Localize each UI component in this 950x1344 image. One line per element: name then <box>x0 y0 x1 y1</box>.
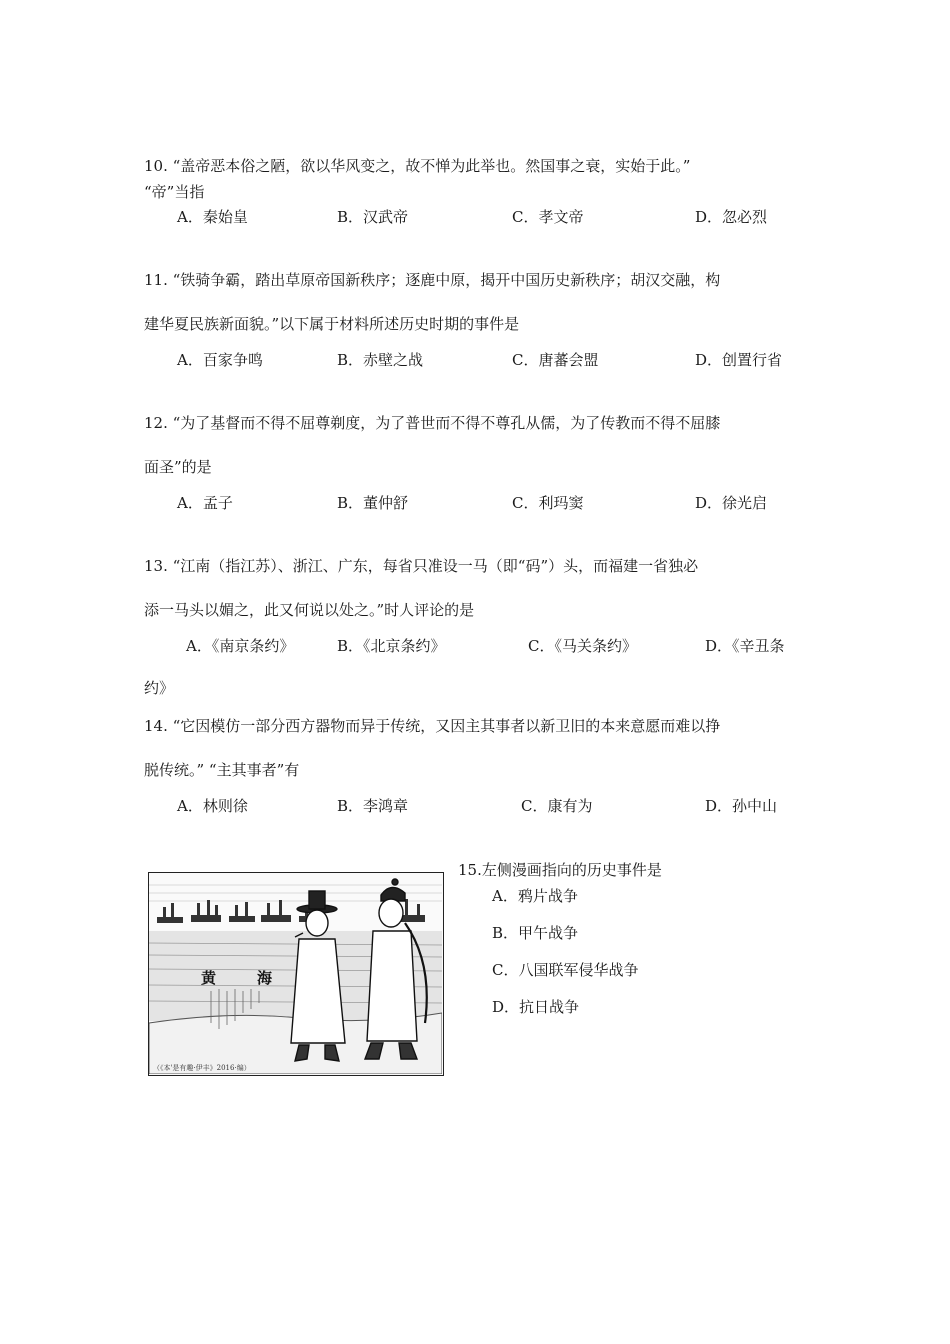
q11-option-d: D．创置行省 <box>695 351 783 369</box>
q14-option-c: C．康有为 <box>521 797 593 815</box>
q13-option-d: D．《辛丑条 <box>705 637 785 655</box>
q12-option-a: A．孟子 <box>177 494 233 512</box>
q15-option-a: A．鸦片战争 <box>492 887 578 905</box>
q15-option-d: D．抗日战争 <box>492 998 580 1016</box>
q14-option-a: A．林则徐 <box>177 797 248 815</box>
q14-line-2: 脱传统。” “主其事者”有 <box>144 761 300 779</box>
q10-line-1: 10. “盖帝恶本俗之陋，欲以华风变之，故不惮为此举也。然国事之衰，实始于此。” <box>144 157 691 175</box>
q14-line-1: 14. “它因模仿一部分西方器物而异于传统，又因主其事者以新卫旧的本来意愿而难以挣 <box>144 717 721 735</box>
sea-label-1: 黄 <box>201 969 217 987</box>
q10-option-a: A．秦始皇 <box>177 208 248 226</box>
q10-option-c: C．孝文帝 <box>512 208 584 226</box>
q11-option-a: A．百家争鸣 <box>177 351 263 369</box>
q13-option-b: B．《北京条约》 <box>337 637 446 655</box>
q13-line-1: 13. “江南（指江苏）、浙江、广东，每省只准设一马（即“码”）头，而福建一省独必 <box>144 557 699 575</box>
q15-line-1: 15.左侧漫画指向的历史事件是 <box>458 861 662 879</box>
q10-line-2: “帝”当指 <box>144 183 205 201</box>
q10-option-d: D．忽必烈 <box>695 208 768 226</box>
cartoon-caption: （《本'是有趣·伊丰》2016·编） <box>153 1064 251 1072</box>
q13-line-2: 添一马头以媚之，此又何说以处之。”时人评论的是 <box>144 601 475 619</box>
q15-option-b: B．甲午战争 <box>492 924 579 942</box>
q12-line-1: 12. “为了基督而不得不屈尊剃度，为了普世而不得不尊孔从儒，为了传教而不得不屈膝 <box>144 414 721 432</box>
sea-label-2: 海 <box>257 969 273 987</box>
q13-option-a: A．《南京条约》 <box>186 637 295 655</box>
q14-option-b: B．李鸿章 <box>337 797 409 815</box>
q12-line-2: 面圣”的是 <box>144 458 212 476</box>
q11-line-2: 建华夏民族新面貌。”以下属于材料所述历史时期的事件是 <box>144 315 520 333</box>
q12-option-c: C．利玛窦 <box>512 494 584 512</box>
q14-option-d: D．孙中山 <box>705 797 778 815</box>
q12-option-b: B．董仲舒 <box>337 494 409 512</box>
q10-option-b: B．汉武帝 <box>337 208 409 226</box>
q11-option-b: B．赤壁之战 <box>337 351 424 369</box>
q13-option-c: C．《马关条约》 <box>528 637 637 655</box>
cartoon-drawing <box>149 873 442 1074</box>
q11-option-c: C．唐蕃会盟 <box>512 351 599 369</box>
cartoon-illustration <box>148 872 444 1076</box>
q12-option-d: D．徐光启 <box>695 494 768 512</box>
q13-option-d-wrap: 约》 <box>144 679 175 697</box>
q11-line-1: 11. “铁骑争霸，踏出草原帝国新秩序；逐鹿中原，揭开中国历史新秩序；胡汉交融，构 <box>144 271 721 289</box>
q15-option-c: C．八国联军侵华战争 <box>492 961 639 979</box>
